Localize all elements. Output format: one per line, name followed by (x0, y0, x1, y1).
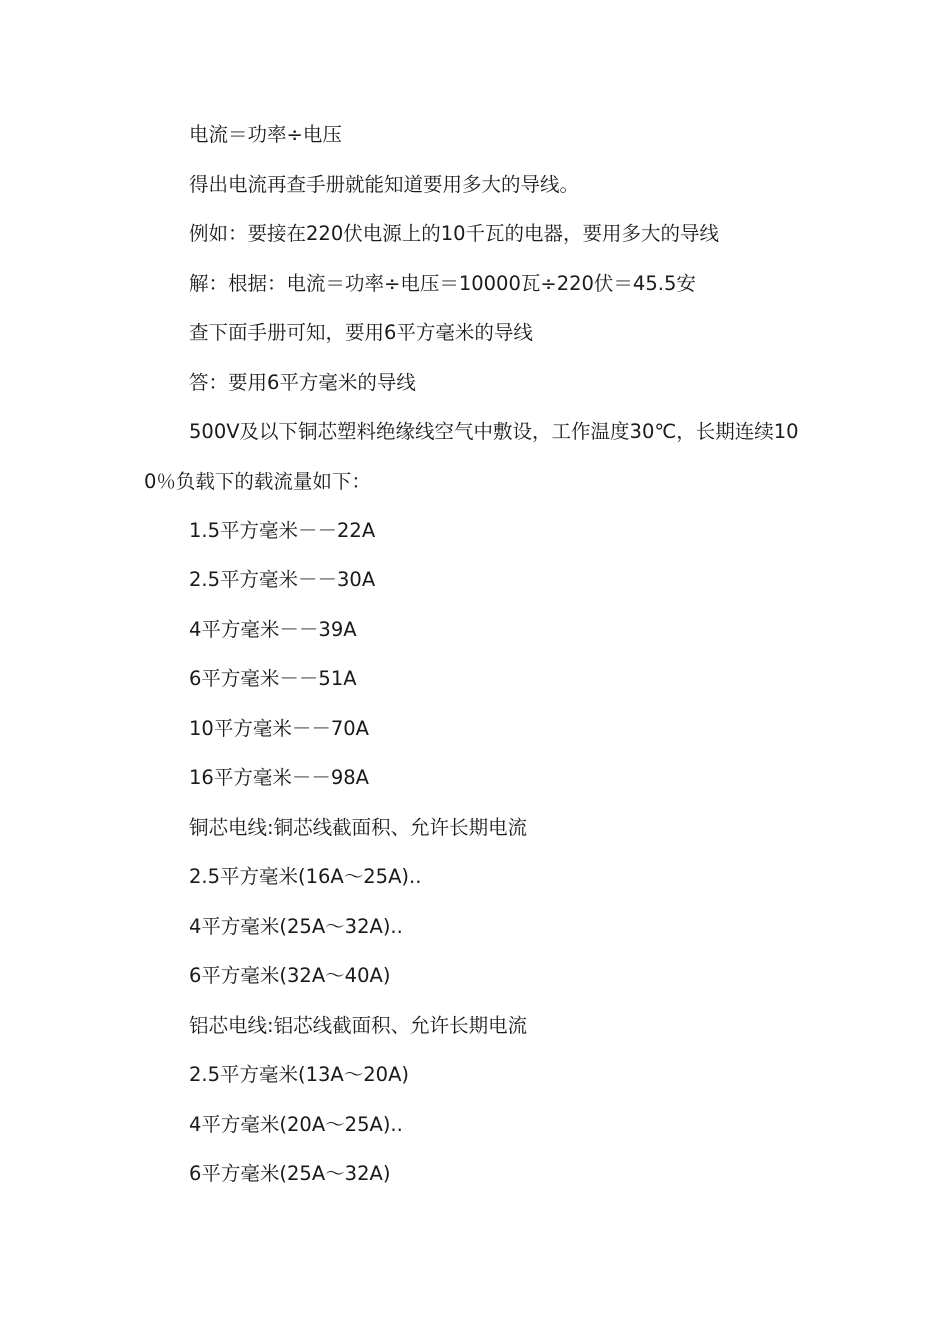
list-item: 4平方毫米(20A～25A).. (189, 1113, 403, 1136)
list-item: 10平方毫米－－70A (189, 717, 369, 740)
list-item: 2.5平方毫米(13A～20A) (189, 1063, 410, 1086)
list-item: 4平方毫米(25A～32A).. (189, 915, 403, 938)
section-heading-aluminum: 铝芯电线:铝芯线截面积、允许长期电流 (189, 1014, 528, 1037)
section-heading-copper: 铜芯电线:铜芯线截面积、允许长期电流 (189, 816, 528, 839)
paragraph-lookup-note: 得出电流再查手册就能知道要用多大的导线。 (189, 173, 580, 196)
list-item: 16平方毫米－－98A (189, 766, 369, 789)
list-item: 6平方毫米－－51A (189, 667, 357, 690)
list-item: 1.5平方毫米－－22A (189, 519, 376, 542)
list-item: 6平方毫米(25A～32A) (189, 1162, 391, 1185)
paragraph-lookup-result: 查下面手册可知，要用6平方毫米的导线 (189, 321, 533, 344)
paragraph-example: 例如：要接在220伏电源上的10千瓦的电器，要用多大的导线 (189, 222, 720, 245)
list-item: 2.5平方毫米(16A～25A).. (189, 865, 422, 888)
paragraph-answer: 答：要用6平方毫米的导线 (189, 371, 416, 394)
list-item: 2.5平方毫米－－30A (189, 568, 376, 591)
paragraph-formula: 电流＝功率÷电压 (189, 123, 342, 146)
list-item: 6平方毫米(32A～40A) (189, 964, 391, 987)
paragraph-ampacity-intro: 500V及以下铜芯塑料绝缘线空气中敷设，工作温度30℃，长期连续100％负载下的载流量如下： (144, 420, 799, 493)
paragraph-solution: 解：根据：电流＝功率÷电压＝10000瓦÷220伏＝45.5安 (189, 272, 696, 295)
list-item: 4平方毫米－－39A (189, 618, 357, 641)
